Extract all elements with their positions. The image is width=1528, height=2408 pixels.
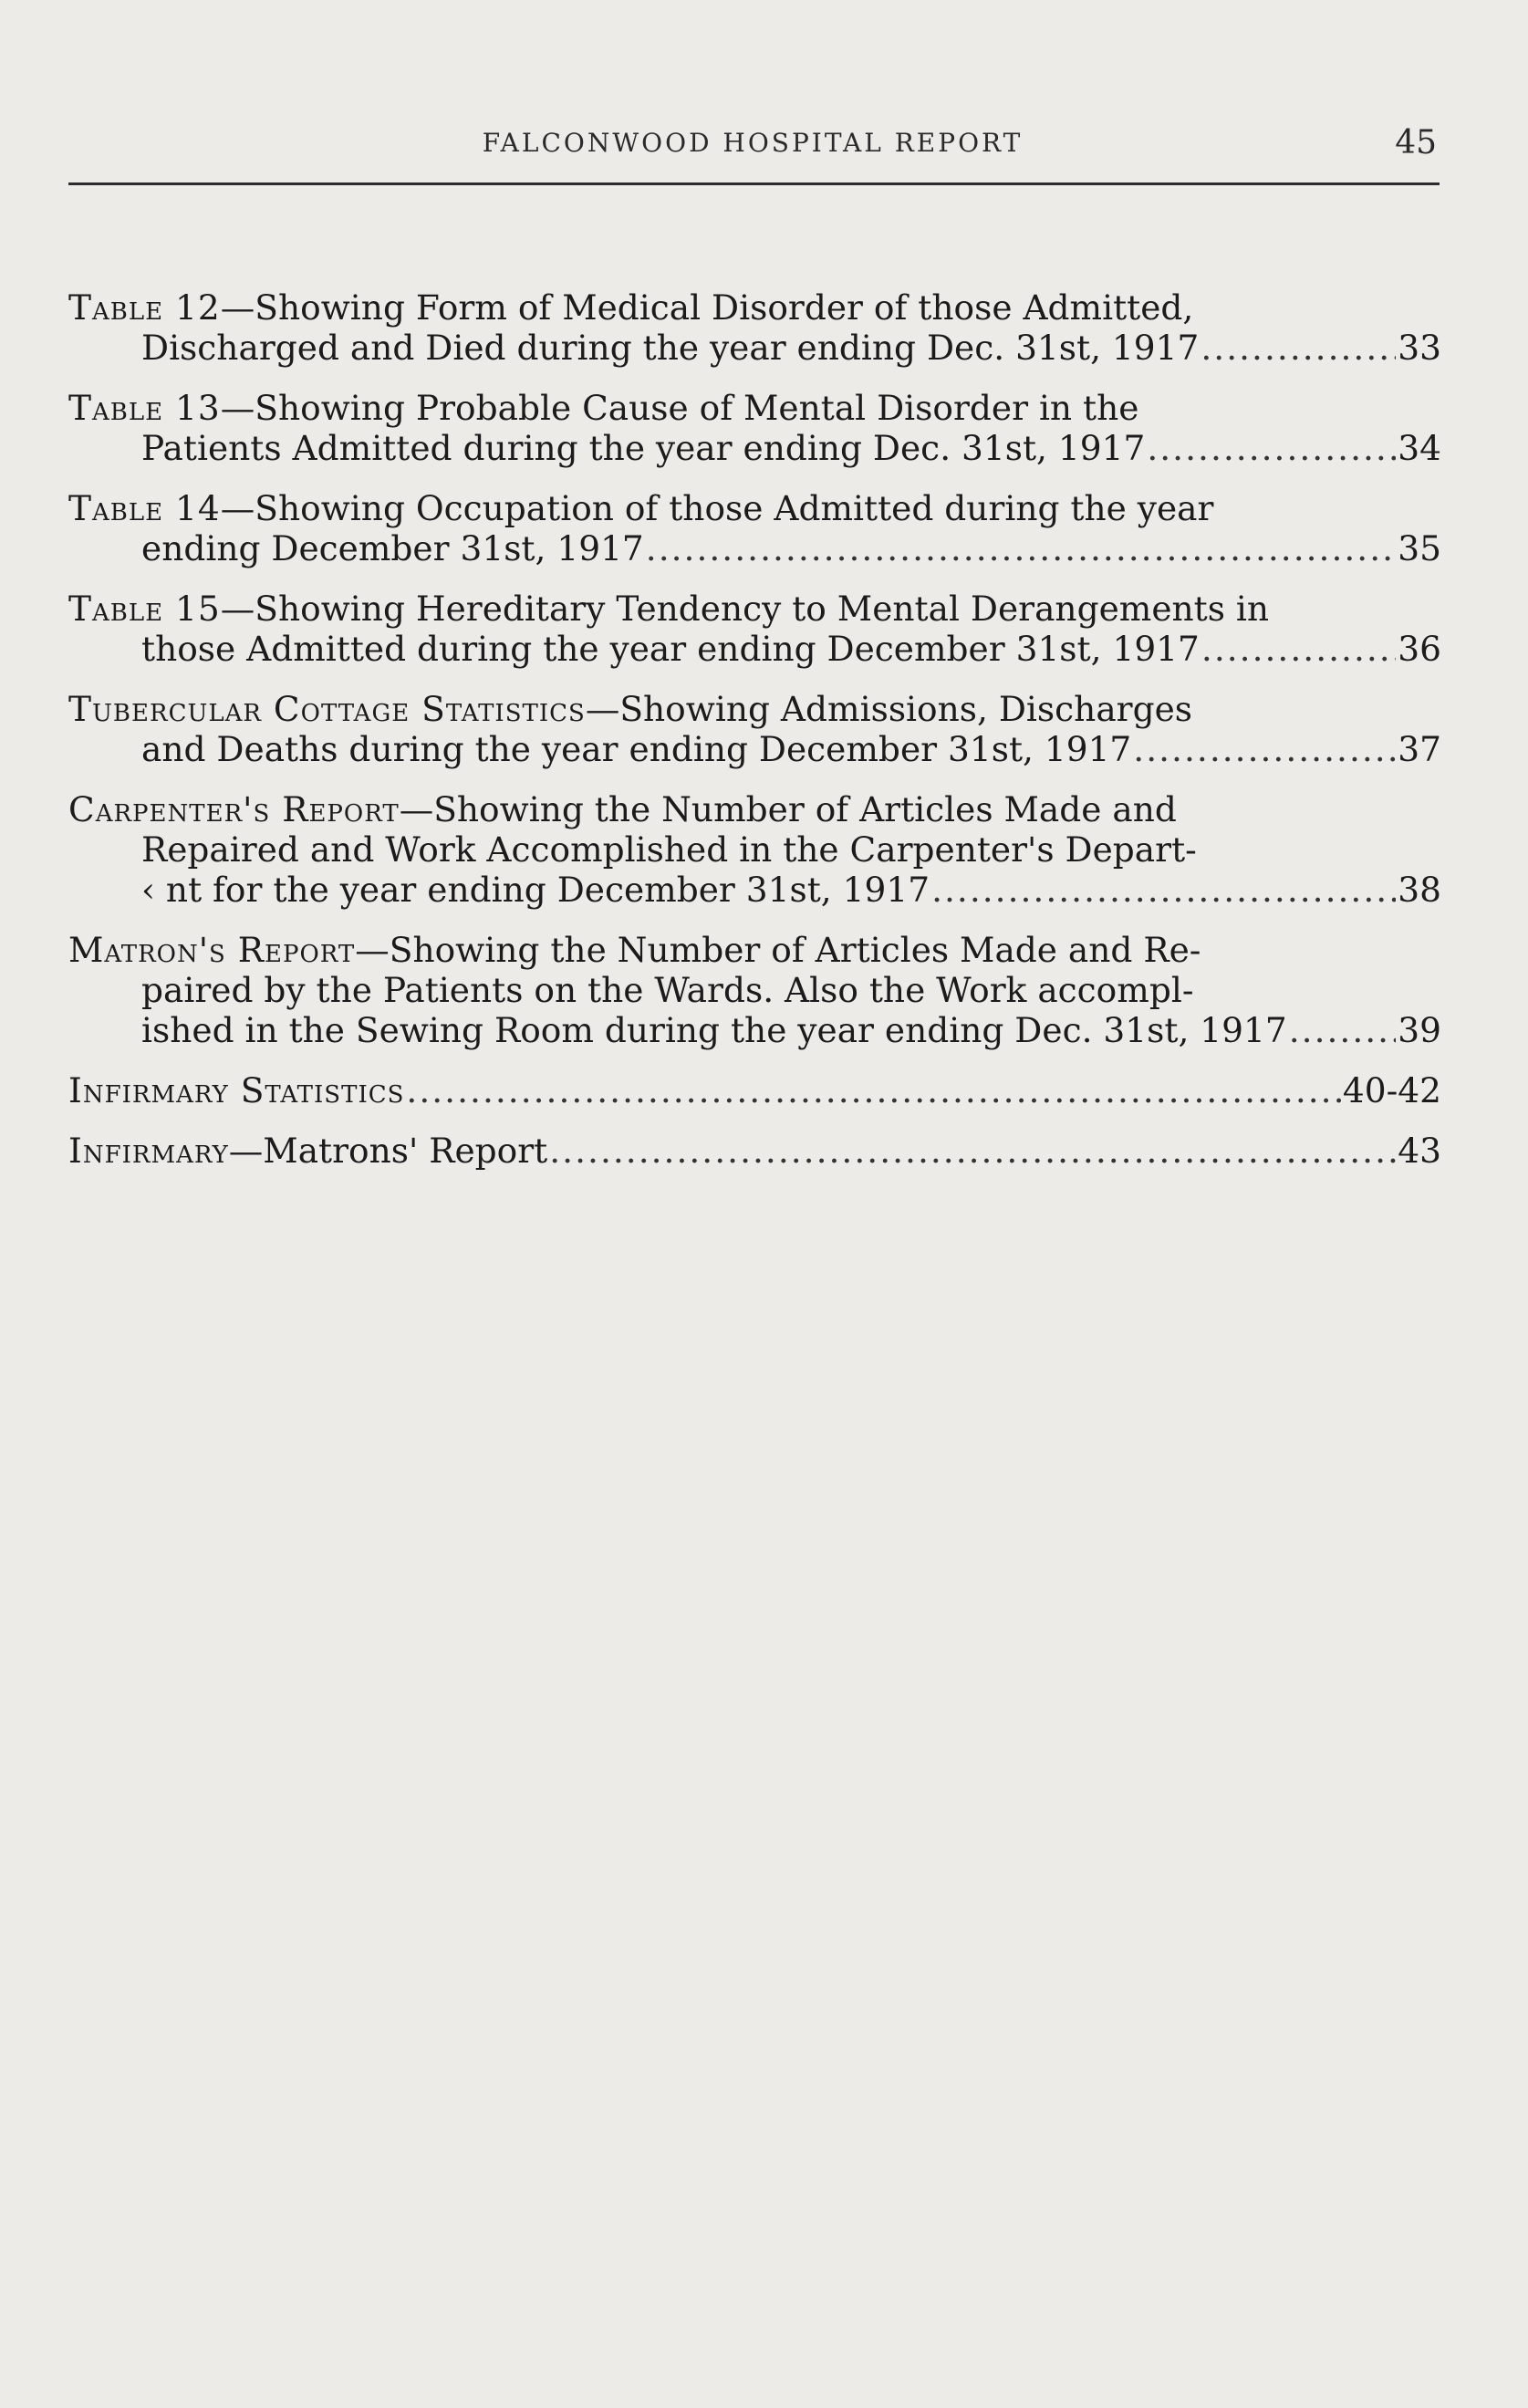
dot-leader — [646, 528, 1397, 568]
entry-text: ished in the Sewing Room during the year ending Dec. 31st, 1917 — [141, 1010, 1287, 1050]
entry-text: Patients Admitted during the year ending Dec. 31st, 1917 — [141, 428, 1146, 468]
entry-page: 33 — [1398, 328, 1441, 368]
dot-leader — [931, 870, 1396, 910]
entry-text: —Showing Hereditary Tendency to Mental Derangements in — [220, 589, 1270, 629]
entry-label: Table 15 — [68, 589, 221, 629]
entry-label: Tubercular Cottage Statistics — [68, 689, 586, 729]
entry-text: —Showing Form of Medical Disorder of those Admitted, — [220, 287, 1194, 328]
entry-page: 40-42 — [1342, 1070, 1441, 1110]
toc-entry-tubercular-cottage — [68, 689, 1441, 769]
entry-label: Matron's Report — [68, 930, 356, 970]
entry-text: ending December 31st, 1917 — [141, 528, 644, 568]
entry-page: 39 — [1398, 1010, 1441, 1050]
entry-page: 34 — [1398, 428, 1441, 468]
entry-text: Discharged and Died during the year ending Dec. 31st, 1917 — [141, 328, 1200, 368]
entry-text: —Showing the Number of Articles Made and Re- — [355, 930, 1201, 970]
dot-leader — [1147, 428, 1396, 468]
page-number: 45 — [1395, 124, 1437, 162]
entry-text: ‹ nt for the year ending December 31st, 1917 — [141, 870, 930, 910]
toc-entry-matrons-report — [68, 930, 1441, 1050]
toc-entry-table-13 — [68, 388, 1441, 468]
dot-leader — [1133, 729, 1396, 769]
dot-leader — [1201, 629, 1396, 669]
entry-label: Table 12 — [68, 287, 221, 328]
dot-leader — [406, 1070, 1340, 1110]
toc-entry-infirmary-matrons-report — [68, 1131, 1441, 1171]
page-header — [68, 124, 1437, 182]
running-title: FALCONWOOD HOSPITAL REPORT — [482, 128, 1024, 158]
entry-label: Carpenter's Report — [68, 789, 400, 829]
header-rule — [68, 182, 1440, 185]
entry-page: 37 — [1398, 729, 1441, 769]
toc-entry-table-15 — [68, 589, 1441, 669]
dot-leader — [1201, 328, 1396, 368]
entry-page: 35 — [1398, 528, 1441, 568]
dot-leader — [549, 1131, 1396, 1171]
entry-text: those Admitted during the year ending December 31st, 1917 — [141, 629, 1200, 669]
entry-label: Table 13 — [68, 388, 221, 428]
entry-text: —Showing Admissions, Discharges — [585, 689, 1193, 729]
entry-label: Infirmary — [68, 1131, 229, 1171]
entry-text: Repaired and Work Accomplished in the Carpenter's Depart- — [141, 829, 1197, 870]
entry-label: Table 14 — [68, 488, 221, 528]
toc-entry-infirmary-statistics — [68, 1070, 1441, 1110]
dot-leader — [1289, 1010, 1397, 1050]
toc-entry-carpenters-report — [68, 789, 1441, 910]
table-of-contents — [68, 287, 1441, 1191]
entry-page: 36 — [1398, 629, 1441, 669]
entry-text: —Showing the Number of Articles Made and — [399, 789, 1177, 829]
entry-text: and Deaths during the year ending December 31st, 1917 — [141, 729, 1132, 769]
entry-page: 43 — [1398, 1131, 1441, 1171]
entry-text: —Showing Occupation of those Admitted during the year — [220, 488, 1214, 528]
toc-entry-table-12 — [68, 287, 1441, 368]
entry-text: —Matrons' Report — [228, 1131, 548, 1171]
entry-text: paired by the Patients on the Wards. Also the Work accompl- — [141, 970, 1194, 1010]
entry-page: 38 — [1398, 870, 1441, 910]
toc-entry-table-14 — [68, 488, 1441, 568]
entry-label: Infirmary Statistics — [68, 1070, 405, 1110]
entry-text: —Showing Probable Cause of Mental Disorder in the — [220, 388, 1139, 428]
